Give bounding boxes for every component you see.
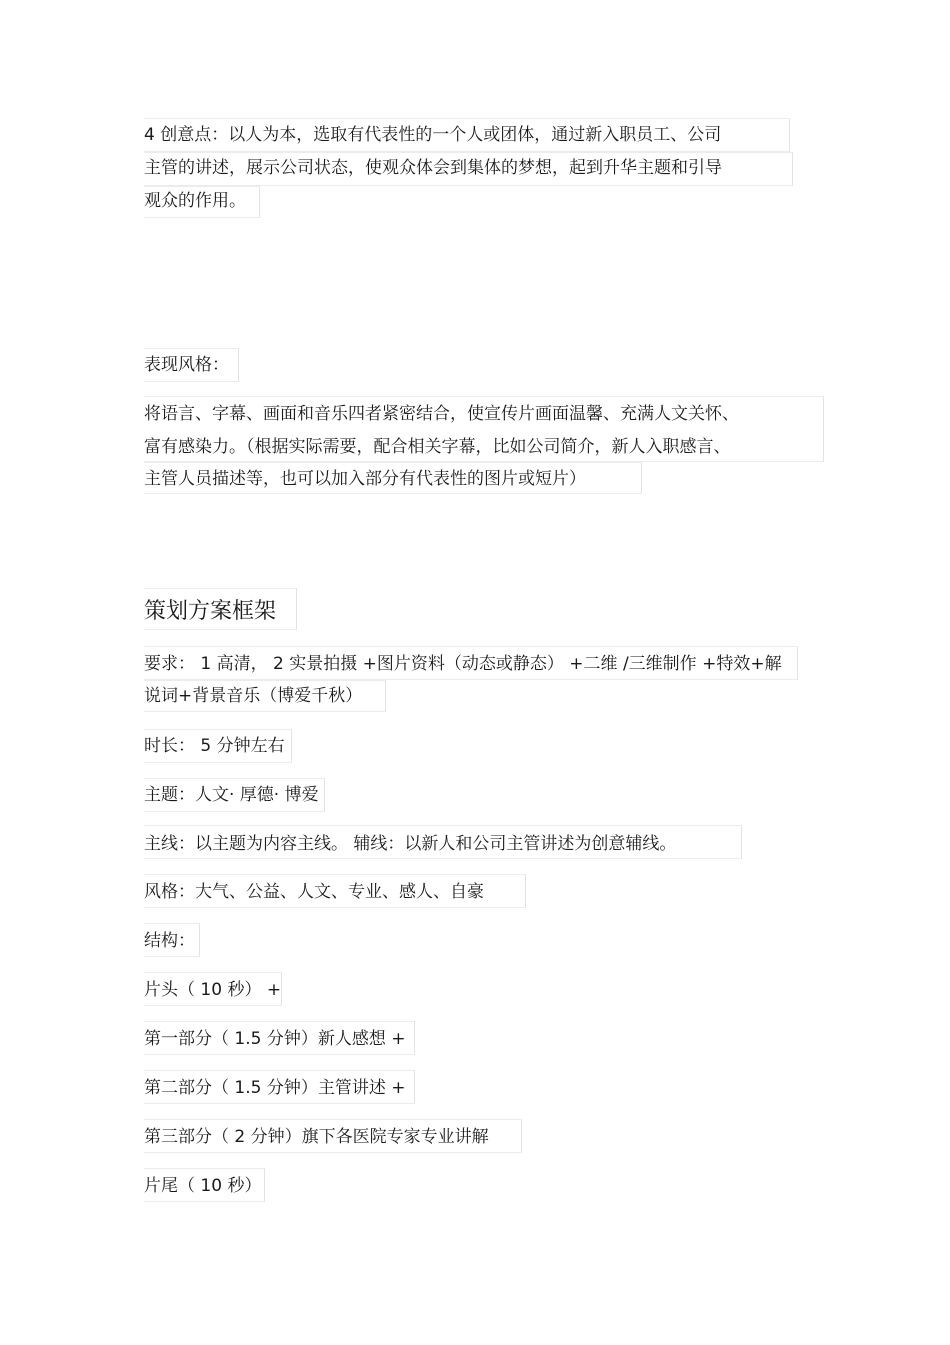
creative-line: 4 创意点：以人为本，选取有代表性的一个人或团体，通过新入职员工、公司 — [144, 125, 722, 145]
style-label: 表现风格： — [144, 355, 229, 375]
requirements-line: 要求： 1 高清， 2 实景拍摄 +图片资料（动态或静态） +二维 /三维制作 +特效+解 — [144, 654, 782, 674]
style-keywords-line: 风格：大气、公益、人文、专业、感人、自豪 — [144, 882, 484, 902]
creative-line: 观众的作用。 — [144, 191, 246, 211]
mainline-line: 主线：以主题为内容主线。 辅线：以新人和公司主管讲述为创意辅线。 — [144, 834, 677, 854]
style-line: 将语言、字幕、画面和音乐四者紧密结合，使宣传片画面温馨、充满人文关怀、 — [144, 404, 739, 424]
style-line: 主管人员描述等，也可以加入部分有代表性的图片或短片） — [144, 469, 586, 489]
structure-item: 第三部分（ 2 分钟）旗下各医院专家专业讲解 — [144, 1127, 489, 1147]
structure-item: 第一部分（ 1.5 分钟）新人感想 + — [144, 1029, 406, 1049]
style-line: 富有感染力。（根据实际需要，配合相关字幕，比如公司简介，新人入职感言、 — [144, 437, 731, 457]
theme-line: 主题：人文· 厚德· 博爱 — [144, 785, 319, 805]
duration-line: 时长： 5 分钟左右 — [144, 736, 285, 756]
structure-item: 片尾（ 10 秒） — [144, 1176, 262, 1196]
requirements-line: 说词+背景音乐（博爱千秋） — [144, 686, 363, 706]
creative-line: 主管的讲述，展示公司状态，使观众体会到集体的梦想，起到升华主题和引导 — [144, 158, 722, 178]
structure-item: 第二部分（ 1.5 分钟）主管讲述 + — [144, 1078, 406, 1098]
section-title: 策划方案框架 — [144, 599, 277, 624]
structure-item: 片头（ 10 秒） + — [144, 980, 282, 1000]
structure-label: 结构： — [144, 931, 195, 951]
